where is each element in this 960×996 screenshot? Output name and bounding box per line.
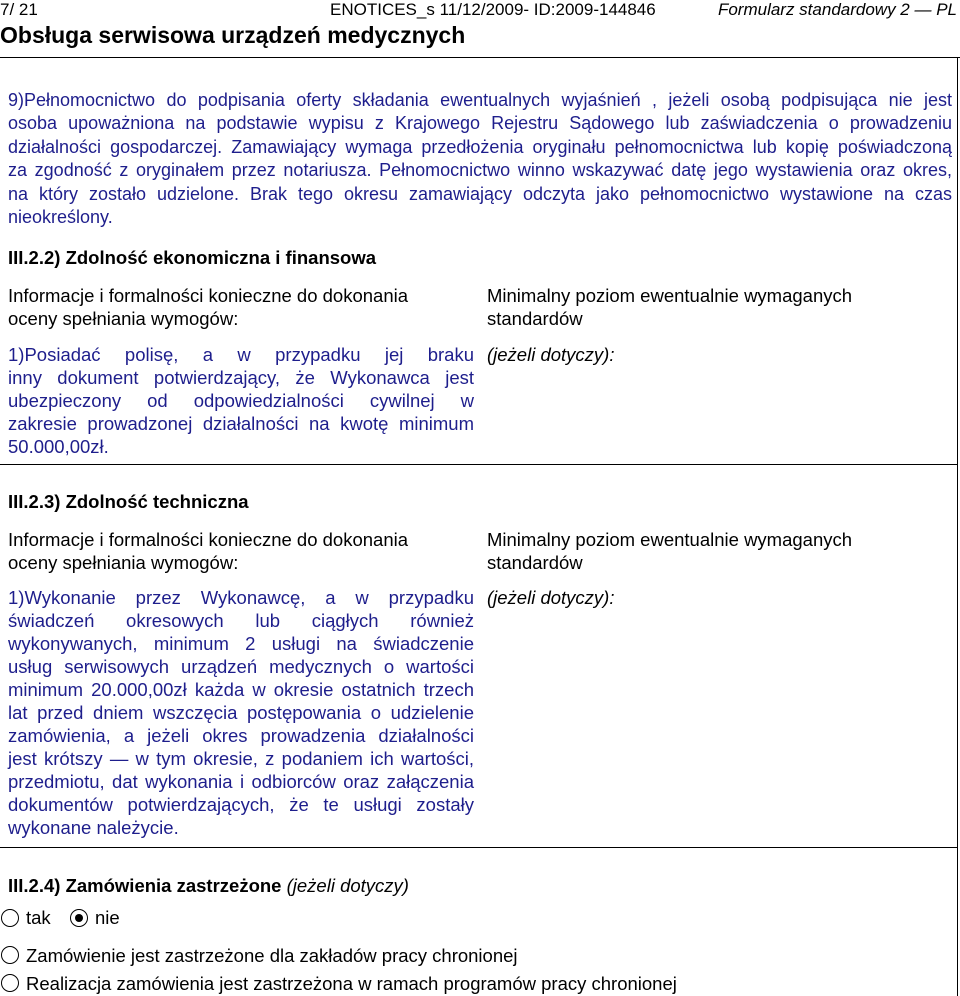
technical-minimum-label: [487, 528, 927, 574]
technical-info-label: [8, 528, 474, 574]
label-line: Informacje i formalności konieczne do dokonania: [8, 529, 409, 550]
section-heading-economic: III.2.2) Zdolność ekonomiczna i finansowa: [8, 247, 377, 268]
economic-requirements: [8, 343, 474, 458]
label-line: Informacje i formalności konieczne do dokonania: [8, 285, 409, 306]
radio-nie[interactable]: [70, 909, 88, 927]
radio-sheltered-workshops-label: Zamówienie jest zastrzeżone dla zakładów pracy chronionej: [26, 945, 518, 966]
notice-id: ENOTICES_s 11/12/2009- ID:2009-144846: [330, 0, 656, 19]
paragraph-line: nieokreślony.: [8, 206, 113, 227]
paragraph-line: osoba upoważniona na podstawie wypisu z Krajowego Rejestru Sądowego lub zaświadczenia o prowadzeniu: [8, 113, 952, 134]
requirement-line: usług serwisowych urządzeń medycznych o wartości: [8, 656, 474, 677]
label-line: standardów: [487, 552, 583, 573]
note-line: (jeżeli dotyczy):: [487, 344, 615, 365]
requirement-line: wykonane należycie.: [8, 817, 179, 838]
technical-requirements: [8, 586, 474, 839]
requirement-line: minimum 20.000,00zł każda w okresie ostatnich trzech: [8, 679, 474, 700]
form-name: Formularz standardowy 2 — PL: [717, 0, 957, 19]
radio-sheltered-workshops[interactable]: [1, 946, 19, 964]
label-line: standardów: [487, 308, 583, 329]
radio-tak[interactable]: [1, 909, 19, 927]
section-divider: [0, 847, 958, 848]
reserved-heading-note: (jeżeli dotyczy): [286, 875, 409, 896]
section-heading-reserved: [8, 874, 409, 898]
requirement-line: inny dokument potwierdzający, że Wykonawca jest: [8, 367, 474, 388]
requirement-line: 1)Posiadać polisę, a w przypadku jej braku: [8, 344, 474, 365]
box-right-border: [957, 57, 958, 996]
requirement-line: zakresie prowadzonej działalności na kwotę minimum: [8, 413, 474, 434]
requirement-line: 50.000,00zł.: [8, 436, 109, 457]
requirement-line: ubezpieczony od odpowiedzialności cywilnej w: [8, 390, 474, 411]
paragraph-line: za zgodność z oryginałem przez notariusza. Pełnomocnictwo winno wskazywać datę jego wystawienia oraz okres,: [8, 160, 952, 181]
radio-sheltered-programmes[interactable]: [1, 974, 19, 992]
requirement-line: lat przed dniem wszczęcia postępowania o udzielenie: [8, 702, 474, 723]
note-line: (jeżeli dotyczy):: [487, 587, 615, 608]
document-title: Obsługa serwisowa urządzeń medycznych: [0, 22, 466, 48]
paragraph-line: na który zostało udzielone. Brak tego okresu zamawiający odczyta jako pełnomocnictwo wystawione na czas: [8, 183, 952, 204]
label-line: oceny spełniania wymogów:: [8, 308, 239, 329]
requirement-line: przedmiotu, dat wykonania i odbiorców oraz załączenia: [8, 771, 474, 792]
paragraph-line: działalności gospodarczej. Zamawiający wymaga przedłożenia oryginału pełnomocnictwa lub kopię poświadczoną: [8, 136, 952, 157]
economic-minimum-note: [487, 343, 927, 366]
radio-tak-label: tak: [26, 907, 51, 928]
requirement-line: zamówienia, a jeżeli okres prowadzenia działalności: [8, 725, 474, 746]
reserved-heading-text: III.2.4) Zamówienia zastrzeżone: [8, 875, 282, 896]
requirement-line: dokumentów potwierdzających, że te usługi zostały: [8, 794, 474, 815]
requirement-line: wykonywanych, minimum 2 usługi na świadczenie: [8, 633, 474, 654]
economic-minimum-label: [487, 284, 927, 330]
economic-info-label: [8, 284, 474, 330]
label-line: Minimalny poziom ewentualnie wymaganych: [487, 285, 853, 306]
requirement-line: świadczeń okresowych lub ciągłych również: [8, 610, 474, 631]
header-divider: [0, 57, 960, 58]
radio-nie-label: nie: [95, 907, 120, 928]
section-heading-technical: III.2.3) Zdolność techniczna: [8, 491, 249, 512]
requirement-line: 1)Wykonanie przez Wykonawcę, a w przypadku: [8, 587, 474, 608]
section-divider: [0, 464, 958, 465]
requirement-line: jest krótszy — w tym okresie, z podaniem ich wartości,: [8, 748, 474, 769]
authorization-paragraph: [8, 89, 952, 229]
radio-sheltered-programmes-label: Realizacja zamówienia jest zastrzeżona w ramach programów pracy chronionej: [26, 973, 677, 994]
paragraph-line: 9)Pełnomocnictwo do podpisania oferty składania ewentualnych wyjaśnień , jeżeli osobą podpisująca nie jest: [8, 90, 952, 110]
label-line: oceny spełniania wymogów:: [8, 552, 239, 573]
technical-minimum-note: [487, 586, 927, 609]
page-number: 7/ 21: [0, 0, 38, 19]
label-line: Minimalny poziom ewentualnie wymaganych: [487, 529, 853, 550]
